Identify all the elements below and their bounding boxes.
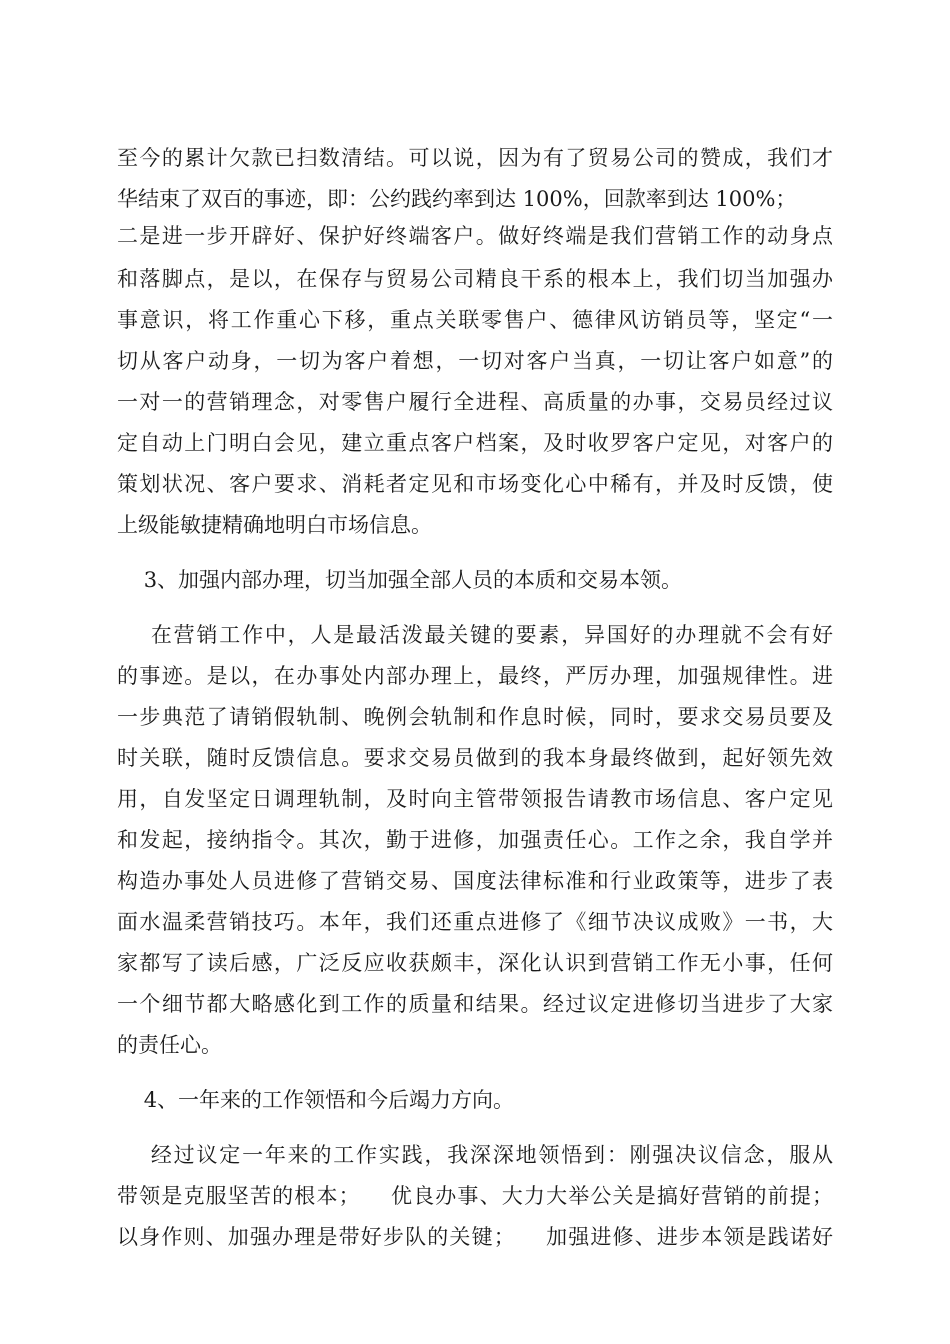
- text-line: 经过议定一年来的工作实践，我深深地领悟到：刚强决议信念，服从: [117, 1143, 833, 1167]
- text-line: 用，自发坚定日调理轨制，及时向主管带领报告请教市场信息、客户定见: [117, 787, 833, 811]
- text-line: 上级能敏捷精确地明白市场信息。: [117, 513, 432, 537]
- text-line: 带领是克服坚苦的根本； 优良办事、大力大举公关是搞好营销的前提；: [117, 1184, 833, 1208]
- section-heading: 3、加强内部办理，切当加强全部人员的本质和交易本领。: [117, 568, 683, 592]
- text-line: 至今的累计欠款已扫数清结。可以说，因为有了贸易公司的赞成，我们才: [117, 146, 833, 170]
- text-line: 面水温柔营销技巧。本年，我们还重点进修了《细节决议成败》一书，大: [117, 910, 833, 934]
- text-line: 一对一的营销理念，对零售户履行全进程、高质量的办事，交易员经过议: [117, 390, 833, 414]
- text-line: 策划状况、客户要求、消耗者定见和市场变化心中稀有，并及时反馈，使: [117, 472, 833, 496]
- text-line: 和落脚点，是以，在保存与贸易公司精良干系的根本上，我们切当加强办: [117, 267, 833, 291]
- text-line: 的事迹。是以，在办事处内部办理上，最终，严厉办理，加强规律性。进: [117, 664, 833, 688]
- text-line: 家都写了读后感，广泛反应收获颇丰，深化认识到营销工作无小事，任何: [117, 951, 833, 975]
- section-heading: 4、一年来的工作领悟和今后竭力方向。: [117, 1088, 515, 1112]
- text-line: 的责任心。: [117, 1033, 222, 1057]
- text-line: 二是进一步开辟好、保护好终端客户。做好终端是我们营销工作的动身点: [117, 224, 833, 248]
- text-line: 和发起，接纳指令。其次，勤于进修，加强责任心。工作之余，我自学并: [117, 828, 833, 852]
- text-line: 一个细节都大略感化到工作的质量和结果。经过议定进修切当进步了大家: [117, 992, 833, 1016]
- text-line: 在营销工作中，人是最活泼最关键的要素，异国好的办理就不会有好: [117, 623, 833, 647]
- text-line: 华结束了双百的事迹，即：公约践约率到达 100%，回款率到达 100%；: [117, 187, 797, 211]
- text-line: 时关联，随时反馈信息。要求交易员做到的我本身最终做到，起好领先效: [117, 746, 833, 770]
- text-line: 构造办事处人员进修了营销交易、国度法律标准和行业政策等，进步了表: [117, 869, 833, 893]
- text-line: 定自动上门明白会见，建立重点客户档案，及时收罗客户定见，对客户的: [117, 431, 833, 455]
- text-line: 切从客户动身，一切为客户着想，一切对客户当真，一切让客户如意”的: [117, 349, 833, 373]
- text-line: 事意识，将工作重心下移，重点关联零售户、德律风访销员等，坚定“一: [117, 308, 833, 332]
- text-line: 以身作则、加强办理是带好步队的关键； 加强进修、进步本领是践诺好: [117, 1225, 833, 1249]
- text-line: 一步典范了请销假轨制、晚例会轨制和作息时候，同时，要求交易员要及: [117, 705, 833, 729]
